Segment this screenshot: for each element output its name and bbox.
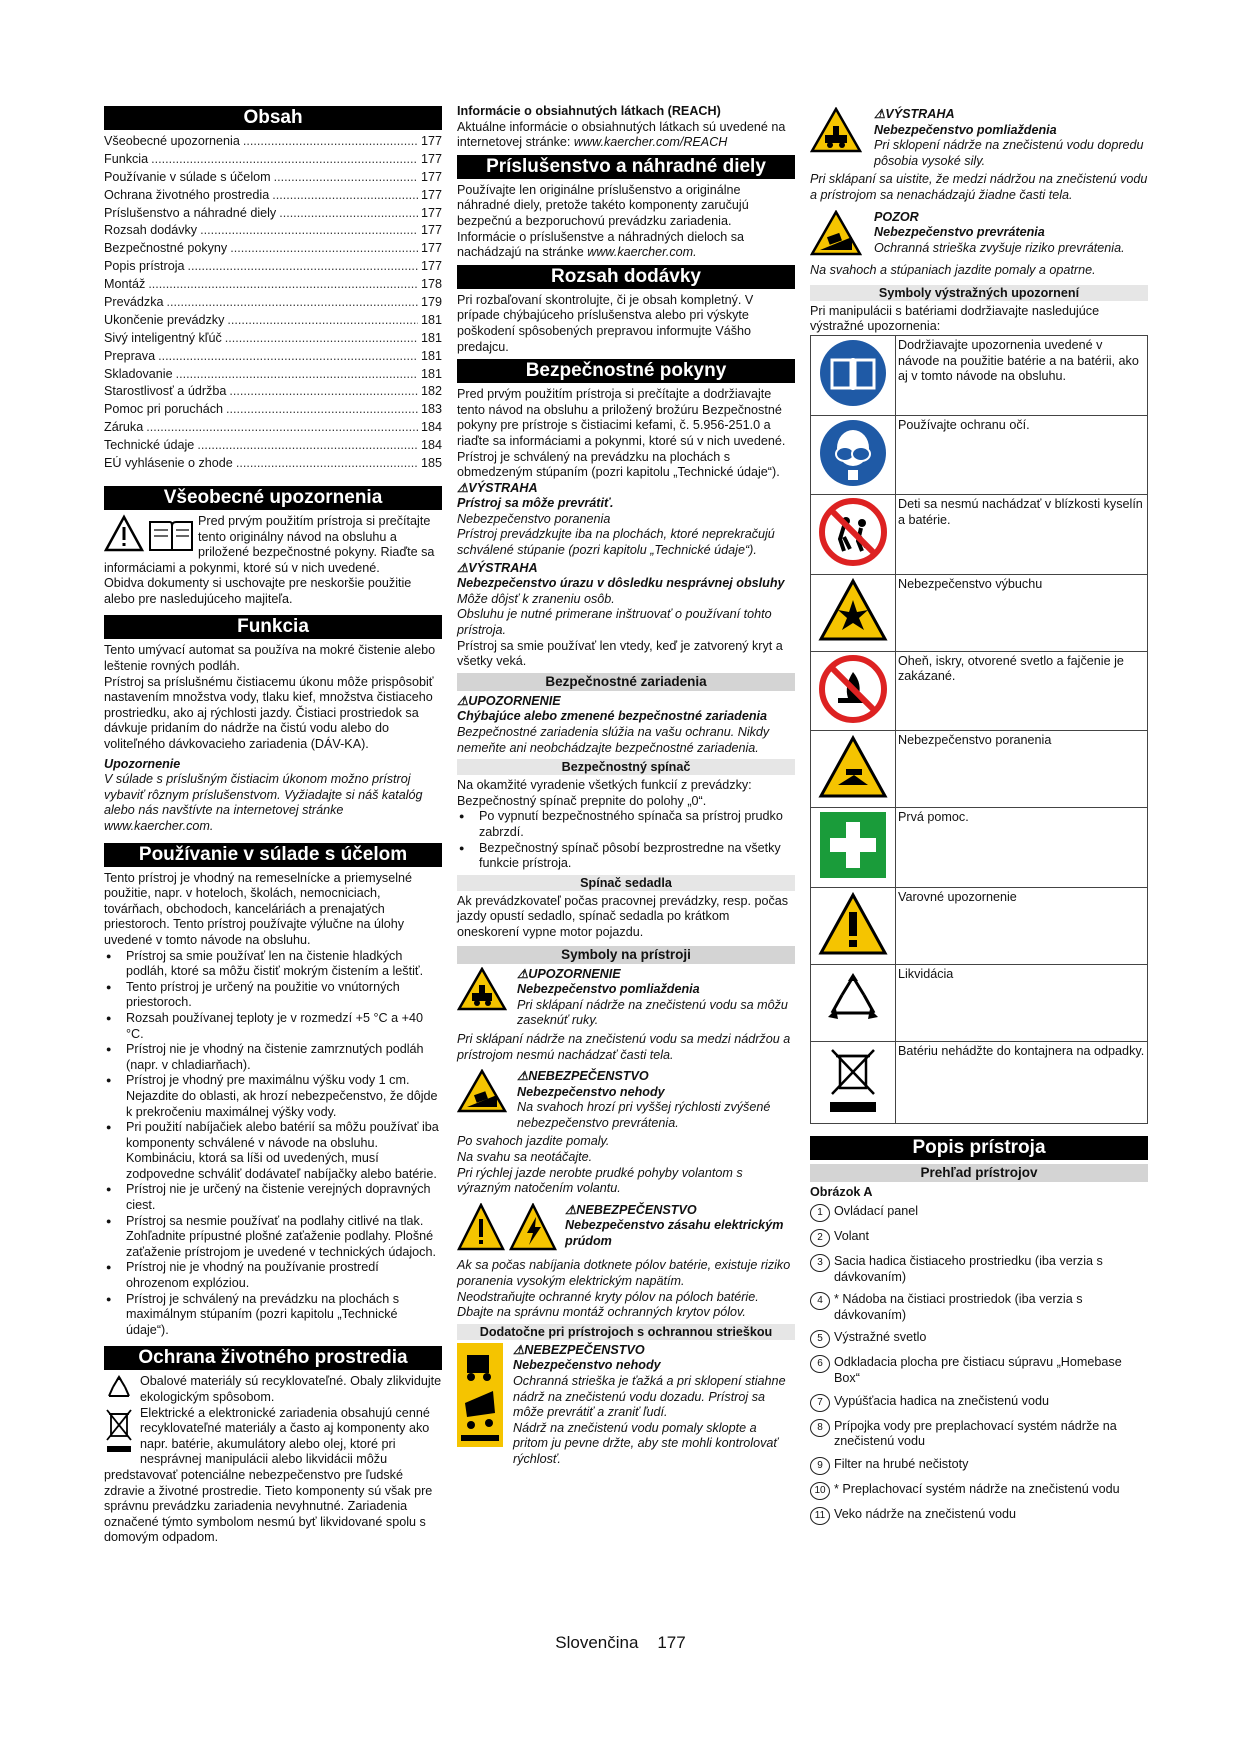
symbol-2-line-2: Na svahu sa neotáčajte. bbox=[457, 1150, 593, 1165]
part-item bbox=[810, 1394, 1148, 1412]
explosion-icon bbox=[811, 574, 896, 651]
symbol-2-line-3: Pri rýchlej jazde nerobte prudké pohyby volantom s výrazným natočením volantu. bbox=[457, 1165, 743, 1196]
toc-dots bbox=[225, 331, 418, 349]
scope-heading: Rozsah dodávky bbox=[457, 265, 795, 289]
crossed-bin-icon bbox=[811, 1041, 896, 1123]
symbol-3-text: Ak sa počas nabíjania dotknete pólov batérie, existuje riziko poranenia vysokým elektrickým napätím. bbox=[457, 1258, 791, 1289]
list-item: ● Pri použití nabíjačiek alebo batérií sa môžu používať iba komponenty schválené v návode na obsluhu. Kombináciu, ktorá sa líši od uvedených, musí zodpovedne schváliť dodávateľ nabíjačky alebo batérie. bbox=[126, 1120, 442, 1182]
symbol-1-plain: Pri sklápaní nádrže na znečistenú vodu sa medzi nádržou a prístrojom nesmú nachádzať časti tela. bbox=[457, 1031, 791, 1062]
symbol-3-head: ⚠NEBEZPEČENSTVO bbox=[565, 1202, 697, 1217]
toc-entry[interactable] bbox=[104, 438, 442, 456]
switch-text: Na okamžité vyradenie všetkých funkcií z prevádzky: Bezpečnostný spínač prepnite do polohy „0“. bbox=[457, 778, 752, 808]
warning-symbol-row bbox=[811, 964, 1148, 1041]
list-item: ● Prístroj je schválený na prevádzku na plochách s maximálnym stúpaním (pozri kapitolu „Technické údaje“). bbox=[126, 1292, 442, 1339]
warning-symbol-row bbox=[811, 651, 1148, 731]
goggles-icon bbox=[811, 415, 896, 495]
caution-2-title: Nebezpečenstvo prevrátenia bbox=[874, 225, 1045, 240]
warning-book-icons bbox=[104, 514, 194, 554]
accessories-text-2: Informácie o príslušenstve a náhradných dieloch sa nachádzajú na stránke www.kaercher.com. bbox=[457, 229, 745, 260]
part-label: Sacia hadica čistiaceho prostriedku (iba verzia s dávkovaním) bbox=[834, 1254, 1103, 1284]
toc-page: 177 bbox=[420, 134, 442, 148]
part-number: 11 bbox=[810, 1507, 830, 1525]
toc-label: Skladovanie bbox=[104, 366, 173, 381]
caution-block-1 bbox=[810, 107, 1148, 169]
toc-entry[interactable] bbox=[104, 313, 442, 331]
list-item: ● Bezpečnostný spínač pôsobí bezprostredne na všetky funkcie prístroja. bbox=[479, 841, 795, 872]
part-label: Ovládací panel bbox=[834, 1204, 919, 1219]
part-label: * Preplachovací systém nádrže na znečistenú vodu bbox=[834, 1481, 1120, 1496]
part-number: 3 bbox=[810, 1254, 830, 1272]
toc-dots bbox=[176, 367, 418, 385]
use-text: Tento prístroj je vhodný na remeselnícke a priemyselné použitie, napr. v hoteloch, školách, nemocniciach, továrňach, obchodoch, kanceláriách a prenajatých priestoroch. Tento prístroj používajte výlučne na úlohy uvedené v tomto návode na obsluhu. bbox=[104, 870, 412, 947]
caution-1-head: ⚠VÝSTRAHA bbox=[874, 107, 955, 121]
toc-label: Záruka bbox=[104, 420, 144, 435]
toc-dots bbox=[148, 277, 418, 295]
description-heading: Popis prístroja bbox=[810, 1136, 1148, 1160]
warning-2-plain: Prístroj sa smie používať len vtedy, keď je zatvorený kryt a všetky veká. bbox=[457, 638, 783, 669]
toc-entry[interactable] bbox=[104, 331, 442, 349]
list-item: ● Prístroj sa smie používať len na čistenie hladkých podláh, ktoré sa môžu čistiť mokrým čistením a leštiť. bbox=[126, 949, 442, 980]
toc-label: Používanie v súlade s účelom bbox=[104, 169, 271, 184]
footer-page-number: 177 bbox=[657, 1633, 686, 1652]
warning-3-head: ⚠UPOZORNENIE bbox=[457, 693, 561, 708]
first-aid-icon bbox=[811, 808, 896, 888]
footer-language: Slovenčina bbox=[555, 1633, 639, 1652]
part-item bbox=[810, 1419, 1148, 1450]
symbol-4-title: Nebezpečenstvo nehody bbox=[513, 1358, 661, 1373]
toc-label: Popis prístroja bbox=[104, 259, 185, 274]
symbol-block-4 bbox=[457, 1343, 795, 1468]
caution-1-plain: Pri sklápaní sa uistite, že medzi nádržou na znečistenú vodu a prístrojom sa nenachádzajú žiadne časti tela. bbox=[810, 172, 1148, 202]
toc-entry[interactable] bbox=[104, 152, 442, 170]
toc-page: 185 bbox=[420, 456, 442, 471]
part-number: 7 bbox=[810, 1394, 830, 1412]
toc-page: 177 bbox=[420, 223, 442, 238]
toc-label: EÚ vyhlásenie o zhode bbox=[104, 456, 233, 471]
safety-text-1: Pred prvým použitím prístroja si prečítajte a dodržiavajte tento návod na obsluhu a priložený brožúru Bezpečnostné pokyny pre prístroje s čistiacimi kefami, č. 5.956-251.0 a riaďte sa informáciami a pokynmi, ktoré sú v nich uvedené. bbox=[457, 387, 786, 448]
switch-heading: Bezpečnostný spínač bbox=[457, 759, 795, 775]
list-item: ● Prístroj sa nesmie používať na podlahy citlivé na tlak. Zohľadnite prípustné plošné zaťaženie podlahy. Plošné zaťaženie prístrojom je uvedené v technických údajoch. bbox=[126, 1214, 442, 1261]
warning-symbols-table bbox=[810, 335, 1148, 1124]
symbol-2-text: Na svahoch hrozí pri vyššej rýchlosti zvýšené nebezpečenstvo prevrátenia. bbox=[517, 1100, 771, 1130]
part-number: 4 bbox=[810, 1292, 830, 1310]
table-of-contents bbox=[104, 134, 442, 474]
warning-symbol-row bbox=[811, 1041, 1148, 1123]
toc-dots bbox=[243, 134, 418, 152]
env-heading: Ochrana životného prostredia bbox=[104, 1346, 442, 1370]
symbol-4-line-1: Nádrž na znečistenú vodu pomaly sklopte a pritom ju pevne držte, aby ste mohli kontrolovať rýchlosť. bbox=[513, 1420, 778, 1466]
warning-symbol-text: Oheň, iskry, otvorené svetlo a fajčenie je zakázané. bbox=[896, 651, 1148, 731]
crossed-bin-icon bbox=[104, 1406, 136, 1458]
warning-symbol-row bbox=[811, 335, 1148, 415]
part-item bbox=[810, 1229, 1148, 1247]
symbol-4-text: Ochranná strieška je ťažká a pri sklopení stiahne nádrž na znečistenú vodu dozadu. Prístroj sa môže prevrátiť a zraniť ľudí. bbox=[513, 1374, 786, 1420]
warning-3-text: Bezpečnostné zariadenia slúžia na vašu ochranu. Nikdy nemeňte ani neobchádzajte bezpečnostné zariadenia. bbox=[457, 725, 770, 755]
part-item bbox=[810, 1254, 1148, 1285]
warning-symbols-heading: Symboly výstražných upozornení bbox=[810, 285, 1148, 301]
symbol-3-title: Nebezpečenstvo zásahu elektrickým prúdom bbox=[565, 1218, 784, 1249]
env-section bbox=[104, 1374, 442, 1546]
accessories-text-1: Používajte len originálne príslušenstvo a originálne náhradné diely, pretože takéto komponenty zaručujú bezpečnú a bezporuchovú prevádzku zariadenia. bbox=[457, 182, 749, 228]
list-item: ● Prístroj nie je vhodný na používanie prostredí ohrozenom explóziou. bbox=[126, 1260, 442, 1291]
tip-over-warning-icon-2 bbox=[810, 210, 862, 261]
toc-label: Ukončenie prevádzky bbox=[104, 312, 225, 327]
part-label: Odkladacia plocha pre čistiacu súpravu „Homebase Box“ bbox=[834, 1355, 1122, 1386]
toc-entry[interactable] bbox=[104, 188, 442, 206]
parts-list bbox=[810, 1204, 1148, 1525]
part-label: Volant bbox=[834, 1229, 870, 1244]
toc-dots bbox=[188, 259, 418, 277]
column-3 bbox=[810, 104, 1148, 1532]
caution-block-2 bbox=[810, 210, 1148, 261]
toc-entry[interactable] bbox=[104, 206, 442, 224]
part-number: 1 bbox=[810, 1204, 830, 1222]
warning-symbol-text: Prvá pomoc. bbox=[896, 808, 1148, 888]
no-fire-icon bbox=[811, 651, 896, 731]
symbol-4-head: ⚠NEBEZPEČENSTVO bbox=[513, 1342, 645, 1357]
symbol-2-line-1: Po svahoch jazdite pomaly. bbox=[457, 1134, 610, 1149]
part-label: Výstražné svetlo bbox=[834, 1330, 927, 1345]
caution-2-line-1: Na svahoch a stúpaniach jazdite pomaly a opatrne. bbox=[810, 263, 1096, 278]
symbol-3-line-1: Neodstraňujte ochranné kryty pólov na póloch batérie. bbox=[457, 1289, 759, 1304]
toc-entry[interactable] bbox=[104, 367, 442, 385]
accessories-link[interactable]: www.kaercher.com. bbox=[587, 245, 697, 260]
roof-heading: Dodatočne pri prístrojoch s ochrannou strieškou bbox=[457, 1324, 795, 1340]
warning-1-sub: Nebezpečenstvo poranenia bbox=[457, 511, 611, 526]
toc-dots bbox=[226, 402, 418, 420]
figure-label: Obrázok A bbox=[810, 1184, 873, 1199]
toc-label: Preprava bbox=[104, 348, 156, 363]
warning-1-head: ⚠VÝSTRAHA bbox=[457, 480, 538, 495]
toc-dots bbox=[272, 188, 418, 206]
toc-dots bbox=[167, 295, 418, 313]
warning-symbol-text: Likvidácia bbox=[896, 964, 1148, 1041]
column-2 bbox=[457, 104, 795, 1471]
general-heading: Všeobecné upozornenia bbox=[104, 486, 442, 510]
reach-title: Informácie o obsiahnutých látkach (REACH) bbox=[457, 104, 721, 118]
warning-symbol-row bbox=[811, 415, 1148, 495]
page-footer bbox=[0, 1633, 1241, 1653]
toc-dots bbox=[200, 223, 418, 241]
warning-2-text: Obsluhu je nutné primerane inštruovať o používaní tohto prístroja. bbox=[457, 607, 772, 638]
toc-dots bbox=[229, 384, 418, 402]
toc-label: Technické údaje bbox=[104, 438, 195, 453]
part-item bbox=[810, 1507, 1148, 1525]
part-label: Prípojka vody pre preplachovací systém nádrže na znečistenú vodu bbox=[834, 1418, 1117, 1449]
toc-dots bbox=[236, 456, 418, 474]
use-bullet-list bbox=[104, 949, 442, 1339]
caution-2-head: POZOR bbox=[874, 209, 919, 224]
toc-label: Rozsah dodávky bbox=[104, 223, 198, 238]
part-item bbox=[810, 1457, 1148, 1475]
caution-2-text: Ochranná strieška zvyšuje riziko prevrátenia. bbox=[874, 240, 1125, 255]
general-section bbox=[104, 514, 442, 608]
part-number: 6 bbox=[810, 1355, 830, 1373]
toc-page: 181 bbox=[420, 312, 442, 327]
part-number: 8 bbox=[810, 1419, 830, 1437]
toc-entry[interactable] bbox=[104, 295, 442, 313]
toc-dots bbox=[197, 438, 418, 456]
accessories-heading: Príslušenstvo a náhradné diely bbox=[457, 155, 795, 179]
reach-text: Aktuálne informácie o obsiahnutých látkach sú uvedené na internetovej stránke: www.kaercher.com/REACH bbox=[457, 119, 786, 150]
funkcia-note-text: V súlade s príslušným čistiacim úkonom možno prístroj vybaviť rôznym príslušenstvom. Vyžiadajte si náš katalóg alebo nás navštívte na internetovej stránke www.kaercher.com. bbox=[104, 772, 423, 834]
toc-heading: Obsah bbox=[104, 106, 442, 130]
part-number: 10 bbox=[810, 1482, 830, 1500]
warning-1-text: Prístroj prevádzkujte iba na plochách, ktoré neprekračujú schválené stúpanie (pozri kapitolu „Technické údaje“). bbox=[457, 527, 775, 558]
toc-entry[interactable] bbox=[104, 384, 442, 402]
part-item bbox=[810, 1482, 1148, 1500]
warning-symbol-text: Batériu nehádžte do kontajnera na odpadky. bbox=[896, 1041, 1148, 1123]
toc-label: Prevádzka bbox=[104, 295, 164, 310]
toc-dots bbox=[279, 206, 418, 224]
toc-page: 177 bbox=[420, 169, 442, 184]
warning-symbol-text: Nebezpečenstvo poranenia bbox=[896, 731, 1148, 808]
toc-page: 179 bbox=[420, 295, 442, 310]
crush-warning-icon bbox=[457, 967, 507, 1029]
caution-1-title: Nebezpečenstvo pomliaždenia bbox=[874, 122, 1057, 137]
general-text-1: Pred prvým použitím prístroja si prečítajte tento originálny návod na obsluhu a priložené bezpečnostné pokyny. Riaďte sa informáciami a pokynmi, ktoré sú v nich uvedené. bbox=[104, 513, 435, 575]
warning-symbol-row bbox=[811, 495, 1148, 575]
general-text-2: Obidva dokumenty si uschovajte pre neskoršie použitie alebo pre nasledujúceho majiteľa. bbox=[104, 576, 412, 606]
symbol-1-title: Nebezpečenstvo pomliaždenia bbox=[517, 982, 700, 997]
warning-symbol-text: Nebezpečenstvo výbuchu bbox=[896, 574, 1148, 651]
toc-page: 184 bbox=[420, 420, 442, 435]
canopy-warning-icon bbox=[457, 1343, 503, 1468]
warning-icon bbox=[811, 887, 896, 964]
injury-icon bbox=[811, 731, 896, 808]
seat-text: Ak prevádzkovateľ počas pracovnej prevádzky, resp. počas jazdy opustí sedadlo, spínač sedadla po krátkom oneskorení vypne motor pojazdu. bbox=[457, 893, 789, 939]
crush-warning-icon-2 bbox=[810, 107, 862, 169]
funkcia-heading: Funkcia bbox=[104, 615, 442, 639]
no-children-icon bbox=[811, 495, 896, 575]
warning-symbol-text: Deti sa nesmú nachádzať v blízkosti kyselín a batérie. bbox=[896, 495, 1148, 575]
toc-label: Montáž bbox=[104, 277, 146, 292]
devices-heading: Bezpečnostné zariadenia bbox=[457, 673, 795, 691]
warning-symbol-row bbox=[811, 808, 1148, 888]
toc-label: Starostlivosť a údržba bbox=[104, 384, 227, 399]
funkcia-text-1: Tento umývací automat sa používa na mokré čistenie alebo leštenie rovných podláh. bbox=[104, 643, 436, 674]
part-label: Veko nádrže na znečistenú vodu bbox=[834, 1506, 1017, 1521]
symbol-2-title: Nebezpečenstvo nehody bbox=[517, 1084, 665, 1099]
part-label: Vypúšťacia hadica na znečistenú vodu bbox=[834, 1393, 1049, 1408]
symbol-block-3 bbox=[457, 1203, 795, 1256]
symbols-heading: Symboly na prístroji bbox=[457, 946, 795, 964]
manual-icon bbox=[811, 335, 896, 415]
toc-entry[interactable] bbox=[104, 402, 442, 420]
toc-dots bbox=[158, 349, 418, 367]
part-number: 5 bbox=[810, 1330, 830, 1348]
list-item: ● Prístroj je vhodný pre maximálnu výšku vody 1 cm. Nejazdite do oblasti, ak hrozí nebezpečenstvo, že dôjde k prekročeniu maximálnej výšky vody. bbox=[126, 1073, 442, 1120]
env-text-1: Obalové materiály sú recyklovateľné. Obaly zlikvidujte ekologickým spôsobom. bbox=[140, 1374, 442, 1405]
reach-link[interactable]: www.kaercher.com/REACH bbox=[573, 135, 728, 150]
caution-1-text: Pri sklopení nádrže na znečistenú vodu dopredu pôsobia vysoké sily. bbox=[874, 138, 1144, 168]
recycle-icon bbox=[811, 964, 896, 1041]
toc-page: 181 bbox=[420, 330, 442, 345]
column-1 bbox=[104, 104, 442, 1546]
toc-entry[interactable] bbox=[104, 420, 442, 438]
symbol-block-2 bbox=[457, 1069, 795, 1131]
part-item bbox=[810, 1355, 1148, 1386]
use-heading: Používanie v súlade s účelom bbox=[104, 843, 442, 867]
toc-label: Všeobecné upozornenia bbox=[104, 134, 240, 148]
list-item: ● Prístroj nie je vhodný na čistenie zamrznutých podláh (napr. v chladiarňach). bbox=[126, 1042, 442, 1073]
part-item bbox=[810, 1204, 1148, 1222]
toc-page: 181 bbox=[420, 366, 442, 381]
symbol-3-line-2: Dbajte na správnu montáž ochranných krytov pólov. bbox=[457, 1305, 746, 1320]
toc-dots bbox=[227, 313, 418, 331]
funkcia-text-2: Prístroj sa príslušnému čistiacemu úkonu môže prispôsobiť nastavením množstva vody, tlaku kief, množstva čistiaceho prostriedku, ako aj rýchlosti jazdy. Čistiaci prostriedok sa dávkuje pridaním do nádrže na čistú vodu alebo do voliteľného dávkovacieho zariadenia (DÁV-KA). bbox=[104, 674, 434, 752]
toc-page: 181 bbox=[420, 348, 442, 363]
seat-heading: Spínač sedadla bbox=[457, 875, 795, 891]
part-item bbox=[810, 1292, 1148, 1323]
switch-bullet-list bbox=[457, 809, 795, 871]
toc-entry[interactable] bbox=[104, 277, 442, 295]
toc-page: 182 bbox=[420, 384, 442, 399]
list-item: ● Tento prístroj je určený na použitie vo vnútorných priestoroch. bbox=[126, 980, 442, 1011]
warning-2-sub: Môže dôjsť k zraneniu osôb. bbox=[457, 591, 615, 606]
part-label: Filter na hrubé nečistoty bbox=[834, 1456, 969, 1471]
toc-label: Príslušenstvo a náhradné diely bbox=[104, 205, 277, 220]
toc-dots bbox=[151, 152, 418, 170]
warning-symbol-text: Varovné upozornenie bbox=[896, 887, 1148, 964]
list-item: ● Po vypnutí bezpečnostného spínača sa prístroj prudko zabrzdí. bbox=[479, 809, 795, 840]
list-item: ● Rozsah používanej teploty je v rozmedzí +5 °C a +40 °C. bbox=[126, 1011, 442, 1042]
toc-page: 177 bbox=[420, 241, 442, 256]
funkcia-note-title: Upozornenie bbox=[104, 756, 181, 771]
list-item: ● Prístroj nie je určený na čistenie verejných dopravných ciest. bbox=[126, 1182, 442, 1213]
warning-symbol-row bbox=[811, 887, 1148, 964]
part-number: 2 bbox=[810, 1229, 830, 1247]
toc-page: 183 bbox=[420, 402, 442, 417]
warning-symbol-row bbox=[811, 731, 1148, 808]
toc-entry[interactable] bbox=[104, 349, 442, 367]
symbol-2-head: ⚠NEBEZPEČENSTVO bbox=[517, 1069, 649, 1084]
warning-symbol-text: Dodržiavajte upozornenia uvedené v návode na použitie batérie a na batérii, ako aj v tomto návode na obsluhu. bbox=[896, 335, 1148, 415]
toc-page: 177 bbox=[420, 151, 442, 166]
symbol-1-text: Pri sklápaní nádrže na znečistenú vodu sa môžu zaseknúť ruky. bbox=[517, 997, 788, 1028]
tip-over-warning-icon bbox=[457, 1069, 507, 1131]
toc-page: 177 bbox=[420, 205, 442, 220]
toc-entry[interactable] bbox=[104, 241, 442, 259]
toc-label: Sivý inteligentný kľúč bbox=[104, 330, 222, 345]
toc-label: Ochrana životného prostredia bbox=[104, 187, 270, 202]
part-number: 9 bbox=[810, 1457, 830, 1475]
warning-2-title: Nebezpečenstvo úrazu v dôsledku nesprávnej obsluhy bbox=[457, 576, 785, 591]
toc-label: Bezpečnostné pokyny bbox=[104, 241, 228, 256]
warning-symbol-text: Používajte ochranu očí. bbox=[896, 415, 1148, 495]
warning-2-head: ⚠VÝSTRAHA bbox=[457, 560, 538, 575]
electric-shock-warning-icons bbox=[457, 1203, 557, 1256]
toc-dots bbox=[230, 241, 418, 259]
scope-text: Pri rozbaľovaní skontrolujte, či je obsah kompletný. V prípade chýbajúceho príslušenstva alebo pri výskyte poškodení spôsobených prepravou informujte Vášho predajcu. bbox=[457, 292, 754, 354]
env-text-2: Elektrické a elektronické zariadenia obsahujú cenné recyklovateľné materiály a často aj komponenty ako napr. batérie, akumulátory alebo olej, ktoré pri nesprávnej manipulácii alebo likvidácii môžu predstavovať potenciálne nebezpečenstvo pre ľudské zdravie a životné prostredie. Tieto komponenty sú však pre správnu prevádzku zariadenia nevyhnutné. Zariadenia označené týmto symbolom nesmú byť likvidované spolu s domovým odpadom. bbox=[104, 1405, 433, 1545]
toc-label: Funkcia bbox=[104, 151, 149, 166]
toc-entry[interactable] bbox=[104, 259, 442, 277]
toc-label: Pomoc pri poruchách bbox=[104, 402, 224, 417]
toc-page: 177 bbox=[420, 187, 442, 202]
toc-entry[interactable] bbox=[104, 456, 442, 474]
toc-entry[interactable] bbox=[104, 223, 442, 241]
part-item bbox=[810, 1330, 1148, 1348]
toc-page: 178 bbox=[420, 277, 442, 292]
symbol-block-1 bbox=[457, 967, 795, 1029]
warning-1-title: Prístroj sa môže prevrátiť. bbox=[457, 496, 614, 511]
recycle-icon bbox=[104, 1374, 136, 1404]
toc-dots bbox=[146, 420, 418, 438]
safety-heading: Bezpečnostné pokyny bbox=[457, 359, 795, 383]
warning-3-title: Chýbajúce alebo zmenené bezpečnostné zariadenia bbox=[457, 709, 768, 724]
toc-dots bbox=[274, 170, 418, 188]
part-label: * Nádoba na čistiaci prostriedok (iba verzia s dávkovaním) bbox=[834, 1292, 1083, 1322]
warning-symbols-intro: Pri manipulácii s batériami dodržiavajte nasledujúce výstražné upozornenia: bbox=[810, 303, 1100, 334]
overview-heading: Prehľad prístrojov bbox=[810, 1164, 1148, 1182]
toc-page: 184 bbox=[420, 438, 442, 453]
toc-entry[interactable] bbox=[104, 134, 442, 152]
toc-page: 177 bbox=[420, 259, 442, 274]
toc-entry[interactable] bbox=[104, 170, 442, 188]
symbol-1-head: ⚠UPOZORNENIE bbox=[517, 966, 621, 981]
warning-symbol-row bbox=[811, 574, 1148, 651]
safety-text-2: Prístroj je schválený na prevádzku na plochách s obmedzeným stúpaním (pozri kapitolu „Technické údaje“). bbox=[457, 449, 780, 480]
